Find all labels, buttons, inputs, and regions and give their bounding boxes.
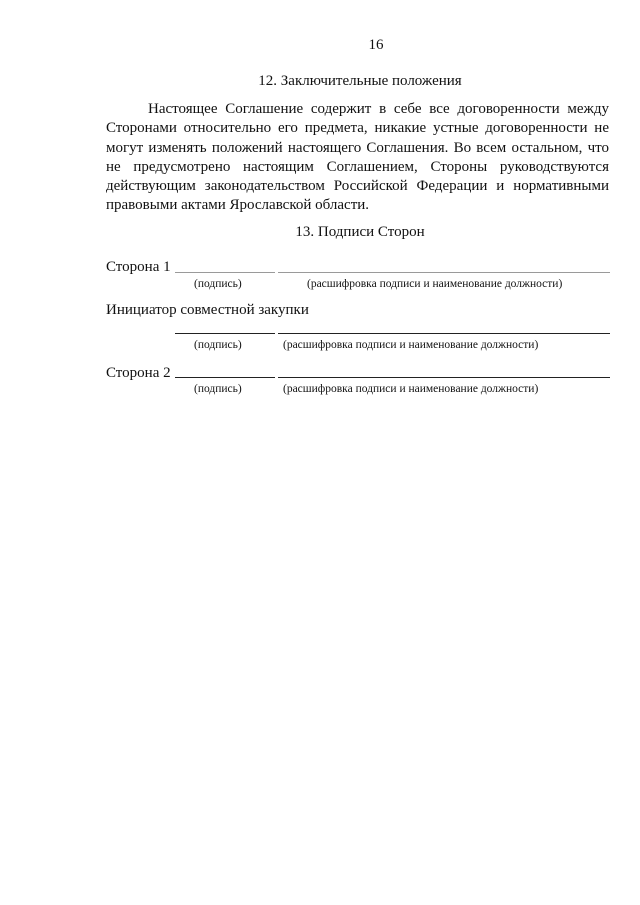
initiator-signature-caption: (подпись) <box>194 339 242 351</box>
party-1-name-line <box>278 272 610 273</box>
party-1-name-caption: (расшифровка подписи и наименование должности) <box>307 278 563 290</box>
section-13-title: 13. Подписи Сторон <box>295 224 425 240</box>
party-2-name-line <box>278 377 610 378</box>
party-1-signature-line <box>175 272 275 273</box>
party-2-name-caption: (расшифровка подписи и наименование должности) <box>283 383 539 395</box>
initiator-name-line <box>278 333 610 334</box>
party-1-signature-caption: (подпись) <box>194 278 242 290</box>
party-2-label: Сторона 2 <box>106 365 171 381</box>
page-number: 16 <box>368 37 384 53</box>
party-1-label: Сторона 1 <box>106 259 171 275</box>
section-12-paragraph: Настоящее Соглашение содержит в себе все договоренности между Сторонами относительно его предмета, никакие устные договоренности не могут изменять положений настоящего Соглашения. Во всем остальном, что не предусмотрено настоящим Соглашением, Стороны руководствуются действующим законодательством Российской Федерации и нормативными правовыми актами Ярославской области. <box>106 101 609 214</box>
initiator-label: Инициатор совместной закупки <box>106 302 309 318</box>
party-2-signature-caption: (подпись) <box>194 383 242 395</box>
party-2-signature-line <box>175 377 275 378</box>
initiator-name-caption: (расшифровка подписи и наименование должности) <box>283 339 539 351</box>
initiator-signature-line <box>175 333 275 334</box>
section-12-title: 12. Заключительные положения <box>258 73 462 89</box>
